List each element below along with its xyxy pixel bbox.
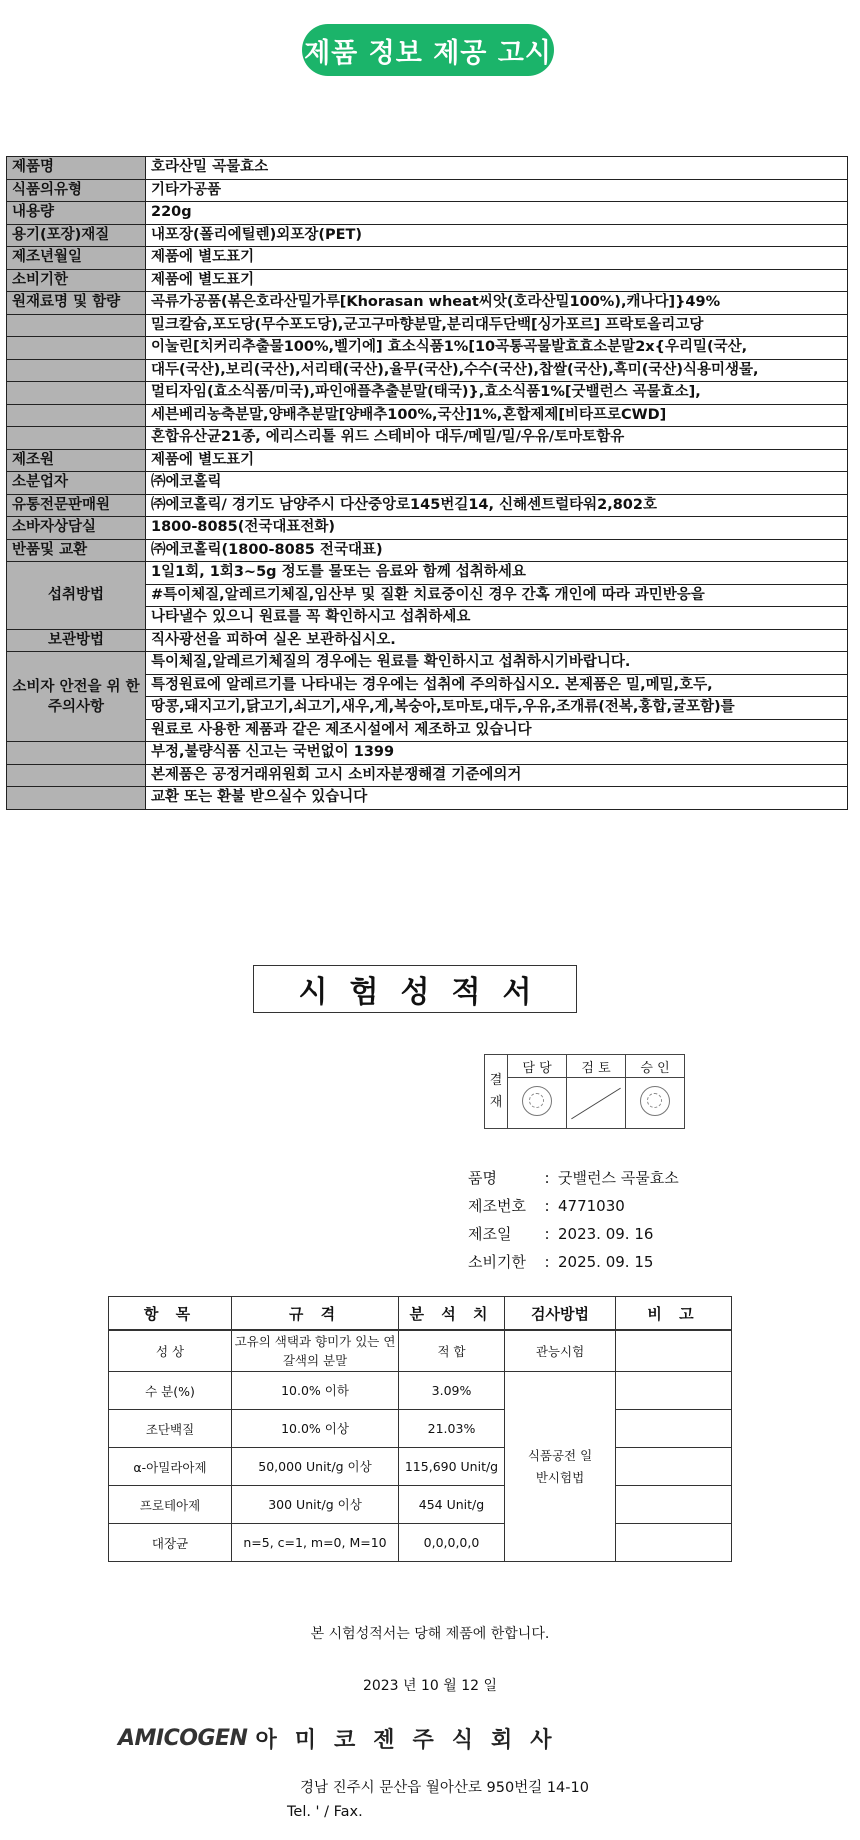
detail-label: 제조번호 (468, 1197, 526, 1215)
test-result: 21.03% (399, 1410, 505, 1448)
info-row (7, 764, 848, 787)
info-value: 기타가공품 (146, 179, 848, 202)
info-row (7, 517, 848, 540)
company-tel: Tel. ' / Fax. (287, 1804, 363, 1820)
info-value: 곡류가공품(볶은호라산밀가루[Khorasan wheat씨앗(호라산밀100%),캐나다]}49% (146, 292, 848, 315)
test-remark (616, 1448, 732, 1486)
info-value: 교환 또는 환불 받으실수 있습니다 (146, 787, 848, 810)
info-value: 제품에 별도표기 (146, 247, 848, 270)
info-value: 멀티자임(효소식품/미국),파인애플추출분말(태국)},효소식품1%[굿밸런스 곡물효소], (146, 382, 848, 405)
test-method-merged: 식품공전 일반시험법 (505, 1372, 616, 1562)
info-row (7, 404, 848, 427)
test-row (109, 1410, 732, 1448)
info-label-empty (7, 787, 146, 810)
test-header-cell: 분 석 치 (399, 1297, 505, 1331)
approval-stamp-cell (508, 1078, 567, 1129)
info-label-empty (7, 337, 146, 360)
test-result: 적 합 (399, 1330, 505, 1372)
info-value: 이눌린[치커리추출물100%,벨기에] 효소식품1%[10곡통곡물발효효소분말2x{우리밀(국산, (146, 337, 848, 360)
info-value: 내포장(폴리에틸렌)외포장(PET) (146, 224, 848, 247)
info-label: 용기(포장)재질 (7, 224, 146, 247)
test-row (109, 1524, 732, 1562)
info-value: 특이체질,알레르기체질의 경우에는 원료를 확인하시고 섭취하시기바랍니다. (146, 652, 848, 675)
info-label: 식품의유형 (7, 179, 146, 202)
info-label: 내용량 (7, 202, 146, 225)
info-value: 원료로 사용한 제품과 같은 제조시설에서 제조하고 있습니다 (146, 719, 848, 742)
info-value: 세븐베리농축분말,양배추분말[양배추100%,국산]1%,혼합제제[비타프로CWD] (146, 404, 848, 427)
test-header-cell: 비 고 (616, 1297, 732, 1331)
test-header-row (109, 1297, 732, 1331)
info-row (7, 449, 848, 472)
test-header-cell: 검사방법 (505, 1297, 616, 1331)
product-detail-row (468, 1192, 679, 1220)
test-header-cell: 항 목 (109, 1297, 232, 1331)
info-value: 1800-8085(전국대표전화) (146, 517, 848, 540)
approval-empty-cell (567, 1078, 626, 1129)
info-value: 특정원료에 알레르기를 나타내는 경우에는 섭취에 주의하십시오. 본제품은 밀,메밀,호두, (146, 674, 848, 697)
info-label: 소분업자 (7, 472, 146, 495)
info-row (7, 314, 848, 337)
info-label: 소비자 안전을 위 한 주의사항 (7, 652, 146, 742)
info-label-empty (7, 382, 146, 405)
test-remark (616, 1372, 732, 1410)
info-label: 제조원 (7, 449, 146, 472)
test-spec: n=5, c=1, m=0, M=10 (232, 1524, 399, 1562)
info-row (7, 787, 848, 810)
test-remark (616, 1486, 732, 1524)
info-value: ㈜에코홀릭/ 경기도 남양주시 다산중앙로145번길14, 신해센트럴타워2,802호 (146, 494, 848, 517)
info-row (7, 472, 848, 495)
info-value: 220g (146, 202, 848, 225)
company-name: 아미코젠주식회사 (255, 1728, 570, 1753)
info-label-empty (7, 427, 146, 450)
info-row (7, 629, 848, 652)
test-remark (616, 1330, 732, 1372)
info-row (7, 157, 848, 180)
info-value: 호라산밀 곡물효소 (146, 157, 848, 180)
info-row (7, 652, 848, 675)
test-row (109, 1330, 732, 1372)
detail-value: 4771030 (558, 1197, 625, 1215)
approval-col: 승 인 (626, 1055, 685, 1078)
test-spec: 300 Unit/g 이상 (232, 1486, 399, 1524)
detail-colon: : (544, 1225, 550, 1243)
test-result: 115,690 Unit/g (399, 1448, 505, 1486)
info-row (7, 562, 848, 585)
seal-stamp-icon (640, 1086, 670, 1116)
detail-colon: : (544, 1169, 550, 1187)
seal-stamp-icon (522, 1086, 552, 1116)
info-value: #특이체질,알레르기체질,임산부 및 질환 치료중이신 경우 간혹 개인에 따라 과민반응을 (146, 584, 848, 607)
test-row (109, 1448, 732, 1486)
detail-colon: : (544, 1253, 550, 1271)
info-row (7, 337, 848, 360)
company-block (118, 1723, 569, 1754)
test-remark (616, 1410, 732, 1448)
info-value: ㈜에코홀릭(1800-8085 전국대표) (146, 539, 848, 562)
info-value: 밀크칼슘,포도당(무수포도당),군고구마향분말,분리대두단백[싱가포르] 프락토올리고당 (146, 314, 848, 337)
product-detail-row (468, 1248, 679, 1276)
detail-label: 소비기한 (468, 1253, 526, 1271)
info-label: 유통전문판매원 (7, 494, 146, 517)
info-label (7, 742, 146, 765)
info-label: 반품및 교환 (7, 539, 146, 562)
test-method: 관능시험 (505, 1330, 616, 1372)
test-result: 0,0,0,0,0 (399, 1524, 505, 1562)
product-detail-row (468, 1164, 679, 1192)
info-value: 1일1회, 1회3~5g 정도를 물또는 음료와 함께 섭취하세요 (146, 562, 848, 585)
info-value: 제품에 별도표기 (146, 269, 848, 292)
info-value: 땅콩,돼지고기,닭고기,쇠고기,새우,게,복숭아,토마토,대두,우유,조개류(전복,홍합,굴포함)를 (146, 697, 848, 720)
detail-value: 2025. 09. 15 (558, 1253, 654, 1271)
certificate-title: 시험성적서 (253, 965, 577, 1013)
approval-side-label: 결재 (485, 1055, 508, 1129)
info-value: 제품에 별도표기 (146, 449, 848, 472)
company-address: 경남 진주시 문산읍 월아산로 950번길 14-10 (300, 1780, 589, 1796)
product-detail-row (468, 1220, 679, 1248)
info-label: 제조년월일 (7, 247, 146, 270)
approval-col: 담 당 (508, 1055, 567, 1078)
test-spec: 50,000 Unit/g 이상 (232, 1448, 399, 1486)
info-row (7, 539, 848, 562)
product-details (468, 1164, 679, 1276)
info-value: 본제품은 공정거래위원회 고시 소비자분쟁해결 기준에의거 (146, 764, 848, 787)
info-value: 직사광선을 피하여 실온 보관하십시오. (146, 629, 848, 652)
detail-value: 굿밸런스 곡물효소 (558, 1169, 679, 1187)
info-banner: 제품 정보 제공 고시 (302, 24, 554, 76)
info-value: 혼합유산균21종, 에리스리톨 위드 스테비아 대두/메밀/밀/우유/토마토함유 (146, 427, 848, 450)
info-label-empty (7, 764, 146, 787)
detail-label: 제조일 (468, 1225, 512, 1243)
info-value: 부정,불량식품 신고는 국번없이 1399 (146, 742, 848, 765)
certificate-note: 본 시험성적서는 당해 제품에 한합니다. (310, 1626, 550, 1642)
test-result: 3.09% (399, 1372, 505, 1410)
info-row (7, 359, 848, 382)
certificate-date: 2023 년 10 월 12 일 (362, 1678, 498, 1694)
approval-box (484, 1054, 685, 1129)
info-row (7, 382, 848, 405)
detail-label: 품명 (468, 1169, 497, 1187)
info-row (7, 269, 848, 292)
info-label-empty (7, 314, 146, 337)
info-value: ㈜에코홀릭 (146, 472, 848, 495)
info-row (7, 224, 848, 247)
detail-value: 2023. 09. 16 (558, 1225, 654, 1243)
info-row (7, 202, 848, 225)
info-label-empty (7, 404, 146, 427)
test-remark (616, 1524, 732, 1562)
info-row (7, 179, 848, 202)
info-label: 소비기한 (7, 269, 146, 292)
test-item: 수 분(%) (109, 1372, 232, 1410)
test-item: α-아밀라아제 (109, 1448, 232, 1486)
test-item: 프로테아제 (109, 1486, 232, 1524)
test-result: 454 Unit/g (399, 1486, 505, 1524)
product-info-table (6, 156, 848, 810)
approval-col: 검 토 (567, 1055, 626, 1078)
test-header-cell: 규 격 (232, 1297, 399, 1331)
test-row (109, 1486, 732, 1524)
test-spec: 10.0% 이하 (232, 1372, 399, 1410)
info-value: 나타낼수 있으니 원료를 꼭 확인하시고 섭취하세요 (146, 607, 848, 630)
info-row (7, 247, 848, 270)
company-logo: AMICOGEN (118, 1726, 248, 1751)
test-item: 성 상 (109, 1330, 232, 1372)
info-label: 제품명 (7, 157, 146, 180)
test-results-table (108, 1296, 732, 1562)
test-item: 대장균 (109, 1524, 232, 1562)
test-spec: 10.0% 이상 (232, 1410, 399, 1448)
info-label-empty (7, 359, 146, 382)
info-row (7, 292, 848, 315)
test-row (109, 1372, 732, 1410)
test-item: 조단백질 (109, 1410, 232, 1448)
detail-colon: : (544, 1197, 550, 1215)
info-row (7, 427, 848, 450)
test-spec: 고유의 색택과 향미가 있는 연갈색의 분말 (232, 1330, 399, 1372)
info-row (7, 494, 848, 517)
info-label: 보관방법 (7, 629, 146, 652)
info-row (7, 742, 848, 765)
info-label: 소바자상담실 (7, 517, 146, 540)
info-value: 대두(국산),보리(국산),서리태(국산),율무(국산),수수(국산),찹쌀(국산),흑미(국산)식용미생물, (146, 359, 848, 382)
info-label: 원재료명 및 함량 (7, 292, 146, 315)
info-label: 섭취방법 (7, 562, 146, 630)
approval-stamp-cell (626, 1078, 685, 1129)
